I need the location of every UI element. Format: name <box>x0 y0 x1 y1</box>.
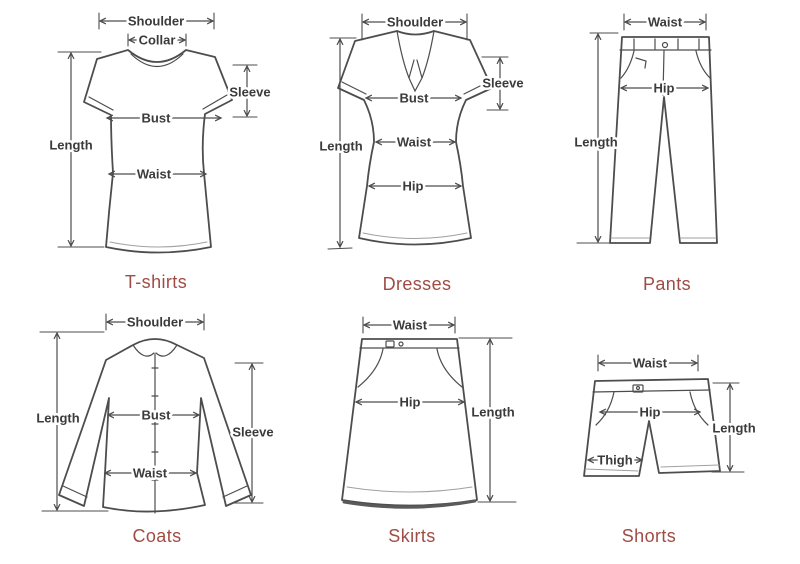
tshirt-collar-rib <box>131 54 183 67</box>
tshirt-collar-label: Collar <box>138 32 176 48</box>
skirt-pockets <box>358 349 462 387</box>
tshirt-length-label: Length <box>49 137 93 153</box>
coat-waist-label: Waist <box>132 465 168 481</box>
section-skirts <box>342 317 516 546</box>
pants-pockets <box>621 51 710 78</box>
coat-length-label: Length <box>36 410 80 426</box>
skirt-hip-label: Hip <box>399 394 421 410</box>
dress-dimensions <box>319 14 523 249</box>
skirt-body-outline <box>342 339 477 506</box>
pants-hip-label: Hip <box>653 80 675 96</box>
skirt-hem-shadow <box>344 501 475 507</box>
category-label-coats: Coats <box>132 526 182 546</box>
section-coats <box>36 314 273 546</box>
skirt-dimensions <box>356 317 516 502</box>
shorts-button <box>637 387 640 390</box>
section-shorts <box>584 355 756 546</box>
dress-sleeve-label: Sleeve <box>482 75 524 91</box>
skirt-button <box>399 342 403 346</box>
pants-dimensions <box>574 14 708 243</box>
category-label-shorts: Shorts <box>621 526 677 546</box>
coat-shoulder-label: Shoulder <box>126 314 184 330</box>
dress-length-label: Length <box>319 138 363 154</box>
skirt-waist-label: Waist <box>392 317 428 333</box>
category-label-skirts: Skirts <box>388 526 436 546</box>
tshirt-bust-label: Bust <box>141 110 171 126</box>
dress-shoulder-label: Shoulder <box>386 14 444 30</box>
coat-sleeve-label: Sleeve <box>232 424 274 440</box>
coat-bust-label: Bust <box>141 407 171 423</box>
section-pants <box>574 14 717 294</box>
dress-hem-seam <box>363 233 467 239</box>
dress-waist-label: Waist <box>396 134 432 150</box>
shorts-thigh-label: Thigh <box>597 452 633 468</box>
dress-hip-label: Hip <box>402 178 424 194</box>
category-label-dresses: Dresses <box>382 274 452 294</box>
pants-waist-label: Waist <box>647 14 683 30</box>
skirt-band-tab <box>386 341 394 347</box>
shorts-hip-label: Hip <box>639 404 661 420</box>
section-dresses <box>319 14 523 294</box>
pants-button <box>663 43 668 48</box>
shorts-waist-label: Waist <box>632 355 668 371</box>
tshirt-sleeve-seams <box>89 95 227 110</box>
tshirt-shoulder-label: Shoulder <box>127 13 185 29</box>
tshirt-waist-label: Waist <box>136 166 172 182</box>
shorts-length-label: Length <box>712 420 756 436</box>
skirt-length-label: Length <box>471 404 515 420</box>
section-tshirts <box>49 13 270 292</box>
shorts-dimensions <box>588 355 756 472</box>
category-label-tshirts: T-shirts <box>124 272 188 292</box>
tshirt-dimensions <box>49 13 270 247</box>
pants-length-label: Length <box>574 134 618 150</box>
skirt-hem-seam <box>347 487 472 492</box>
shorts-waistband <box>593 390 710 392</box>
dress-bust-label: Bust <box>399 90 429 106</box>
tshirt-body-outline <box>84 50 232 253</box>
tshirt-sleeve-label: Sleeve <box>229 84 271 100</box>
dress-collar <box>397 31 434 91</box>
category-label-pants: Pants <box>642 274 692 294</box>
tshirt-hem-seam <box>110 242 207 247</box>
